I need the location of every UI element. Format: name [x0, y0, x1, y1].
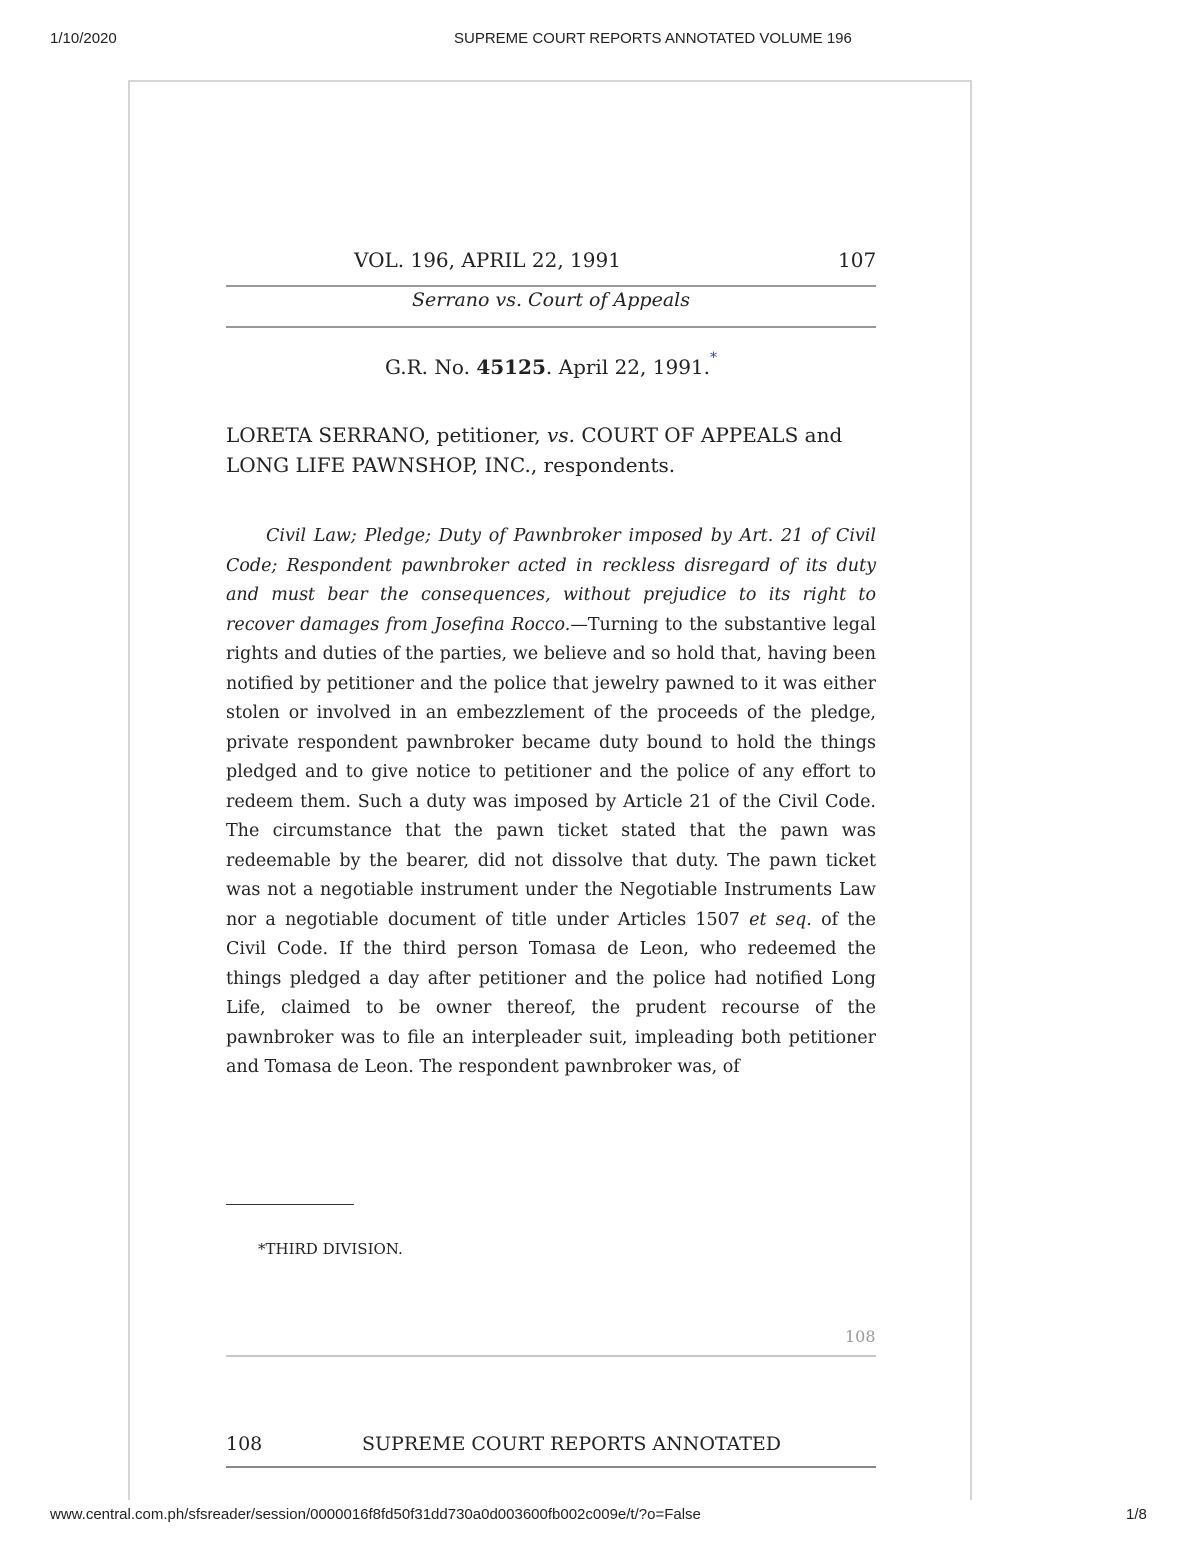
syllabus-headnote: Civil Law; Pledge; Duty of Pawnbroker imposed by Art. 21 of Civil Code; Respondent pawnbroker acted in reckless disregard of its duty and must bear the consequences, without prejudice to its right to recover damages from Josefina Rocco. — [226, 526, 876, 635]
page-break-rule — [226, 1355, 876, 1357]
print-header-title: SUPREME COURT REPORTS ANNOTATED VOLUME 196 — [454, 30, 852, 47]
syllabus-text: —Turning to the substantive legal rights and duties of the parties, we believe and so hold that, having been notified by petitioner and the police that jewelry pawned to it was either stolen or involved in an embezzlement of the proceeds of the pledge, private respondent pawnbroker became duty bound to hold the things pledged and to give notice to petitioner and the police of any effort to redeem them. Such a duty was imposed by Article 21 of the Civil Code. The circumstance that the pawn ticket stated that the pawn was redeemable by the bearer, did not dissolve that duty. The pawn ticket was not a negotiable instrument under the Negotiable Instruments Law nor a negotiable document of title under Articles 1507 — [226, 614, 877, 930]
print-date: 1/10/2020 — [50, 30, 117, 47]
footnote-link[interactable]: * — [710, 350, 717, 366]
gr-date: . April 22, 1991. — [545, 355, 710, 379]
footnote-marker: * — [258, 1240, 266, 1258]
case-number — [226, 350, 876, 379]
page-number: 107 — [838, 248, 877, 272]
header-rule — [226, 326, 876, 328]
footnote-divider — [226, 1204, 354, 1205]
et-seq: et seq. — [749, 909, 812, 930]
next-page-title: SUPREME COURT REPORTS ANNOTATED — [362, 1433, 782, 1455]
parties-petitioner: LORETA SERRANO, petitioner, — [226, 423, 541, 447]
footnote-text: THIRD DIVISION. — [265, 1240, 403, 1258]
page-bottom-number: 108 — [845, 1327, 876, 1346]
case-parties — [226, 420, 876, 480]
print-url: www.central.com.ph/sfsreader/session/0000016f8fd50f31dd730a0d003600fb002c009e/t/?o=False — [50, 1506, 701, 1523]
parties-vs: vs. — [547, 423, 575, 447]
header-rule — [226, 1466, 876, 1468]
print-page-count: 1/8 — [1126, 1506, 1147, 1523]
syllabus-paragraph — [226, 522, 876, 1083]
syllabus-text-cont: of the Civil Code. If the third person Tomasa de Leon, who redeemed the things pledged a day after petitioner and the police had notified Long Life, claimed to be owner thereof, the prudent recourse of the pawnbroker was to file an interpleader suit, impleading both petitioner and Tomasa de Leon. The respondent pawnbroker was, of — [226, 909, 876, 1077]
footnote — [258, 1240, 403, 1258]
gr-number: 45125 — [476, 355, 546, 379]
next-page-number: 108 — [226, 1433, 263, 1455]
parties-respondents: COURT OF APPEALS and LONG LIFE PAWNSHOP, INC., respondents. — [226, 423, 843, 477]
header-rule — [226, 285, 876, 287]
volume-line: VOL. 196, APRIL 22, 1991 — [354, 248, 621, 272]
running-head: Serrano vs. Court of Appeals — [412, 289, 690, 311]
gr-prefix: G.R. No. — [385, 355, 470, 379]
